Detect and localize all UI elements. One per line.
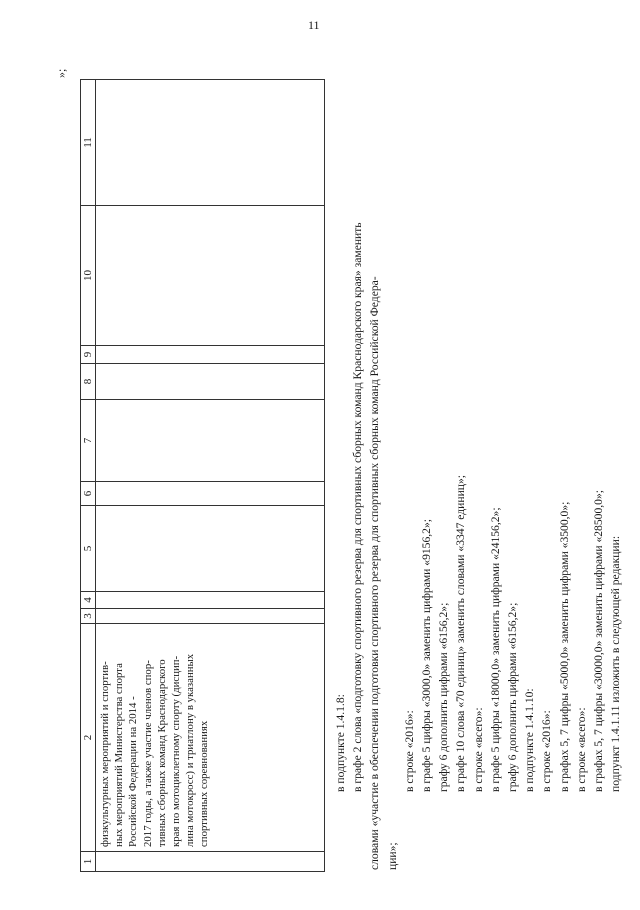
text-line: в подпункте 1.4.1.8: xyxy=(334,694,347,792)
column-header: 7 xyxy=(81,400,96,482)
column-header: 1 xyxy=(81,852,96,872)
text-line: графу 6 дополнить цифрами «6156,2»; xyxy=(506,602,520,792)
rotated-page-content xyxy=(40,30,623,910)
column-header: 6 xyxy=(81,482,96,506)
column-header: 4 xyxy=(81,592,96,609)
cell-line: физкультурных мероприятий и спортив- xyxy=(99,661,111,847)
text-line: в графе 5 цифры «18000,0» заменить цифрами «24156,2»; xyxy=(488,507,502,792)
cell-line: края по мотоциклетному спорту (дисцип- xyxy=(170,655,183,847)
text-line: в подпункте 1.4.1.10: xyxy=(523,688,537,792)
text-line: в строке «всего»: xyxy=(574,707,588,792)
table-row xyxy=(96,80,325,872)
amendment-table xyxy=(80,79,325,872)
column-header: 8 xyxy=(81,364,96,400)
table-cell xyxy=(96,506,325,592)
rotated-inner xyxy=(40,30,623,910)
text-line: в графах 5, 7 цифры «30000,0» заменить цифрами «28500,0»; xyxy=(592,490,606,792)
page-number: 11 xyxy=(308,18,320,32)
table-cell xyxy=(96,592,325,609)
table-cell xyxy=(96,400,325,482)
text-line: в строке «2016»: xyxy=(402,710,416,792)
text-line: ции»; xyxy=(385,842,399,870)
text-line: в графе 5 цифры «3000,0» заменить цифрами «9156,2»; xyxy=(420,519,434,792)
amendment-text xyxy=(332,70,624,870)
column-header: 3 xyxy=(81,609,96,624)
table-cell-description xyxy=(96,624,325,852)
text-line: словами «участие в обеспечении подготовки спортивного резерва для спортивных сборных команд Российской Федера- xyxy=(368,276,382,870)
cell-line: спортивных соревнованиях xyxy=(198,720,211,847)
text-line: в строке «всего»: xyxy=(471,707,485,792)
cell-line: Российской Федерации на 2014 - xyxy=(127,696,140,847)
table-cell xyxy=(96,80,325,206)
text-line: в графе 10 слова «70 единиц» заменить словами «3347 единиц»; xyxy=(454,474,468,792)
column-header: 10 xyxy=(81,206,96,346)
column-header: 5 xyxy=(81,506,96,592)
table-cell xyxy=(96,364,325,400)
table-cell xyxy=(96,609,325,624)
table-cell xyxy=(96,852,325,872)
text-line: графу 6 дополнить цифрами «6156,2»; xyxy=(437,602,451,792)
text-line: в строке «2016»: xyxy=(540,710,554,792)
table-header-row xyxy=(81,80,96,872)
cell-line: ных мероприятий Министерства спорта xyxy=(113,663,126,847)
cell-line: тивных сборных команд Краснодарского xyxy=(155,659,168,847)
table-cell xyxy=(96,206,325,346)
table-cell xyxy=(96,346,325,364)
cell-text xyxy=(96,624,214,851)
cell-line: 2017 годы, а также участие членов спор- xyxy=(141,660,154,847)
column-header: 9 xyxy=(81,346,96,364)
text-line: подпункт 1.4.1.11 изложить в следующей редакции: xyxy=(609,535,623,792)
table-cell xyxy=(96,482,325,506)
closing-quote-mark: »; xyxy=(54,68,68,78)
text-line: в графе 2 слова «подготовку спортивного резерва для спортивных сборных команд Краснодарского края» заменить xyxy=(351,222,365,792)
column-header: 11 xyxy=(81,80,96,206)
cell-line: лина мотокросс) и триатлону в указанных xyxy=(184,653,197,847)
column-header: 2 xyxy=(81,624,96,852)
text-line: в графах 5, 7 цифры «5000,0» заменить цифрами «3500,0»; xyxy=(557,501,571,792)
